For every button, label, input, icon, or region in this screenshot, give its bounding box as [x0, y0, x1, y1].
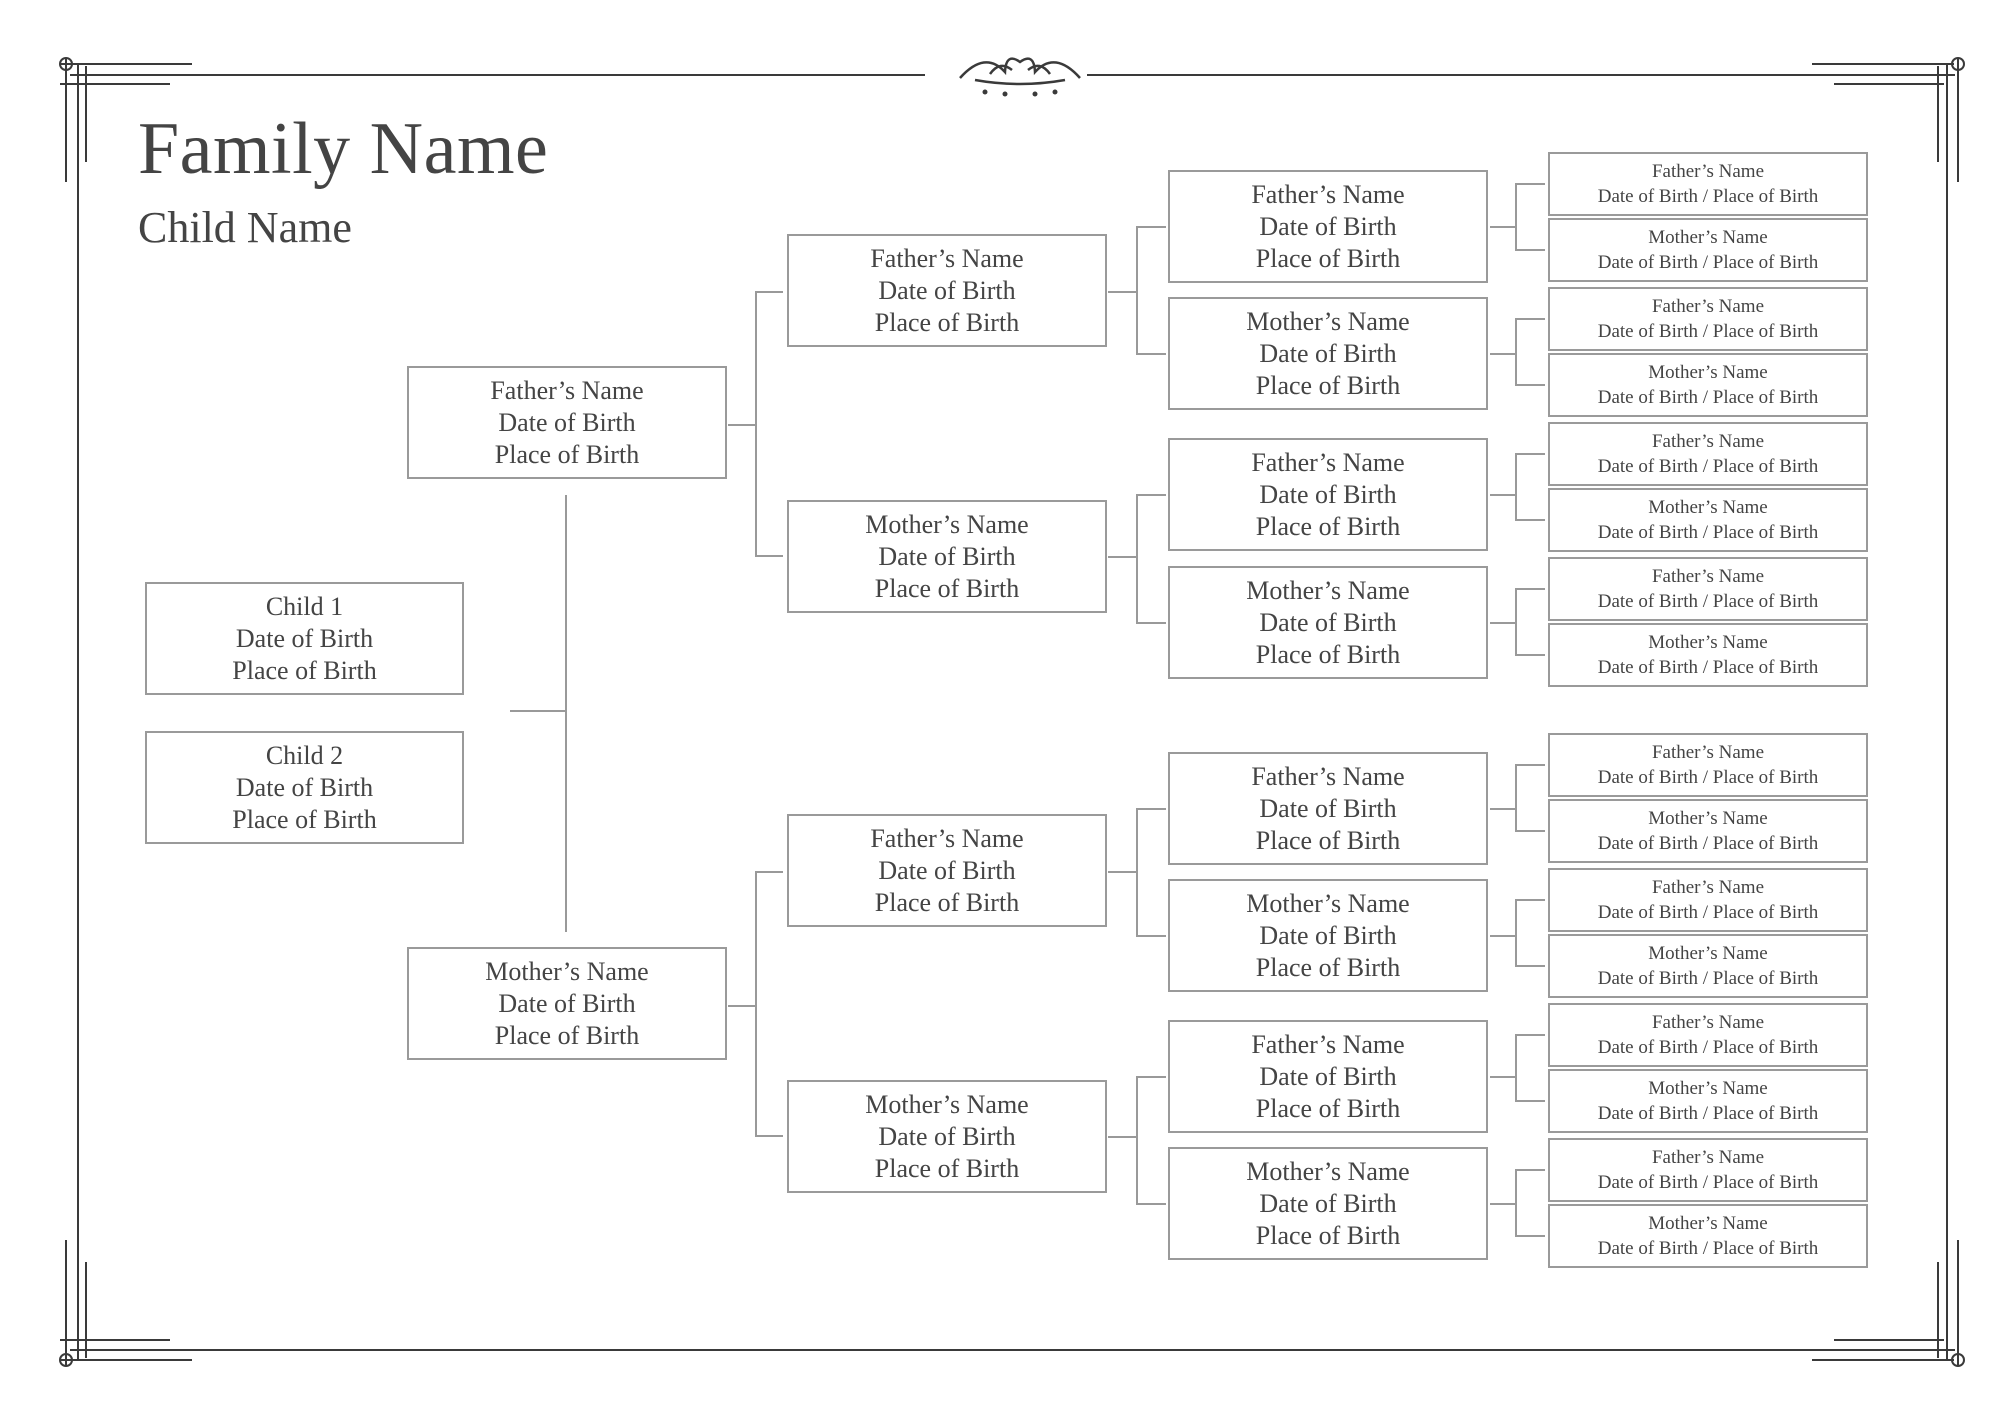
child-card[interactable]: [145, 582, 464, 695]
connector: [1136, 808, 1166, 810]
person-pob[interactable]: Place of Birth: [1255, 511, 1401, 541]
connector: [1136, 353, 1166, 355]
connector: [1515, 183, 1545, 185]
person-pob[interactable]: Place of Birth: [1255, 370, 1401, 400]
connector: [755, 291, 757, 556]
great-great-grandparent-card[interactable]: [1548, 218, 1868, 282]
connector: [1515, 519, 1545, 521]
connector: [728, 1005, 756, 1007]
connector: [1515, 384, 1545, 386]
connector: [1108, 556, 1138, 558]
person-name[interactable]: Father’s Name: [1651, 1147, 1765, 1168]
person-pob[interactable]: Place of Birth: [874, 307, 1020, 337]
person-name[interactable]: Father’s Name: [490, 375, 644, 405]
connector: [1515, 1100, 1545, 1102]
family-name-title[interactable]: Family Name: [138, 108, 549, 190]
grandparent-card[interactable]: [787, 814, 1107, 927]
connector: [755, 291, 783, 293]
grandparent-card[interactable]: [787, 234, 1107, 347]
connector: [1515, 830, 1545, 832]
connector: [1136, 494, 1138, 624]
connector: [1490, 353, 1516, 355]
person-details[interactable]: Date of Birth / Place of Birth: [1597, 252, 1819, 273]
person-name[interactable]: Mother’s Name: [1648, 1213, 1768, 1234]
person-dob[interactable]: Date of Birth: [1259, 338, 1397, 368]
great-great-grandparent-card[interactable]: [1548, 1003, 1868, 1067]
great-great-grandparent-card[interactable]: [1548, 623, 1868, 687]
person-dob[interactable]: Date of Birth: [498, 988, 636, 1018]
person-name[interactable]: Mother’s Name: [1648, 943, 1768, 964]
great-grandparent-card[interactable]: [1168, 1147, 1488, 1260]
great-great-grandparent-card[interactable]: [1548, 934, 1868, 998]
person-details[interactable]: Date of Birth / Place of Birth: [1597, 591, 1819, 612]
person-name[interactable]: Father’s Name: [1651, 742, 1765, 763]
connector: [1136, 1076, 1166, 1078]
person-dob[interactable]: Date of Birth: [1259, 607, 1397, 637]
connector: [1515, 899, 1517, 967]
connector: [1515, 899, 1545, 901]
connector: [1136, 1203, 1166, 1205]
person-name[interactable]: Father’s Name: [1251, 1029, 1405, 1059]
child-dob[interactable]: Date of Birth: [235, 623, 374, 653]
person-name[interactable]: Mother’s Name: [865, 1089, 1029, 1119]
person-pob[interactable]: Place of Birth: [1255, 243, 1401, 273]
person-details[interactable]: Date of Birth / Place of Birth: [1597, 833, 1819, 854]
person-name[interactable]: Father’s Name: [870, 823, 1024, 853]
person-details[interactable]: Date of Birth / Place of Birth: [1597, 657, 1819, 678]
person-pob[interactable]: Place of Birth: [874, 1153, 1020, 1183]
connector: [1515, 588, 1517, 656]
connector: [755, 871, 757, 1136]
person-details[interactable]: Date of Birth / Place of Birth: [1597, 902, 1819, 923]
connector: [1108, 1136, 1138, 1138]
person-details[interactable]: Date of Birth / Place of Birth: [1597, 186, 1819, 207]
person-dob[interactable]: Date of Birth: [498, 407, 636, 437]
connector: [1136, 808, 1138, 937]
connector: [1515, 453, 1545, 455]
person-details[interactable]: Date of Birth / Place of Birth: [1597, 1238, 1819, 1259]
great-grandparent-card[interactable]: [1168, 438, 1488, 551]
connector: [1515, 1034, 1517, 1102]
person-pob[interactable]: Place of Birth: [874, 887, 1020, 917]
connector: [1108, 871, 1138, 873]
person-dob[interactable]: Date of Birth: [1259, 1188, 1397, 1218]
grandparent-card[interactable]: [787, 500, 1107, 613]
child-card[interactable]: [145, 731, 464, 844]
person-name[interactable]: Father’s Name: [1251, 179, 1405, 209]
person-details[interactable]: Date of Birth / Place of Birth: [1597, 522, 1819, 543]
person-name[interactable]: Father’s Name: [1651, 296, 1765, 317]
great-grandparent-card[interactable]: [1168, 170, 1488, 283]
child-dob[interactable]: Date of Birth: [235, 772, 374, 802]
person-details[interactable]: Date of Birth / Place of Birth: [1597, 387, 1819, 408]
connector: [1515, 654, 1545, 656]
person-name[interactable]: Mother’s Name: [1246, 306, 1410, 336]
person-dob[interactable]: Date of Birth: [1259, 479, 1397, 509]
grandparent-card[interactable]: [787, 1080, 1107, 1193]
connector: [1515, 453, 1517, 521]
person-details[interactable]: Date of Birth / Place of Birth: [1597, 1103, 1819, 1124]
person-name[interactable]: Father’s Name: [870, 243, 1024, 273]
child-name[interactable]: Child 2: [265, 740, 344, 770]
child-name-subtitle[interactable]: Child Name: [138, 203, 352, 252]
great-great-grandparent-card[interactable]: [1548, 868, 1868, 932]
great-grandparent-card[interactable]: [1168, 752, 1488, 865]
connector: [510, 710, 566, 712]
great-great-grandparent-card[interactable]: [1548, 422, 1868, 486]
connector: [1515, 965, 1545, 967]
great-great-grandparent-card[interactable]: [1548, 287, 1868, 351]
person-details[interactable]: Date of Birth / Place of Birth: [1597, 321, 1819, 342]
person-dob[interactable]: Date of Birth: [878, 275, 1016, 305]
person-pob[interactable]: Place of Birth: [494, 439, 640, 469]
great-great-grandparent-card[interactable]: [1548, 353, 1868, 417]
connector: [1136, 622, 1166, 624]
person-name[interactable]: Father’s Name: [1651, 566, 1765, 587]
person-dob[interactable]: Date of Birth: [878, 855, 1016, 885]
connector: [1490, 1203, 1516, 1205]
person-name[interactable]: Mother’s Name: [865, 509, 1029, 539]
connector: [755, 1135, 783, 1137]
person-pob[interactable]: Place of Birth: [494, 1020, 640, 1050]
person-details[interactable]: Date of Birth / Place of Birth: [1597, 767, 1819, 788]
connector: [1515, 318, 1545, 320]
great-great-grandparent-card[interactable]: [1548, 488, 1868, 552]
person-name[interactable]: Mother’s Name: [1648, 1078, 1768, 1099]
great-great-grandparent-card[interactable]: [1548, 733, 1868, 797]
person-details[interactable]: Date of Birth / Place of Birth: [1597, 968, 1819, 989]
ornament-icon: [960, 59, 1080, 84]
person-name[interactable]: Mother’s Name: [1246, 1156, 1410, 1186]
person-name[interactable]: Father’s Name: [1251, 761, 1405, 791]
person-name[interactable]: Mother’s Name: [1648, 497, 1768, 518]
great-great-grandparent-card[interactable]: [1548, 152, 1868, 216]
great-grandparent-card[interactable]: [1168, 1020, 1488, 1133]
great-grandparent-card[interactable]: [1168, 297, 1488, 410]
connector: [755, 871, 783, 873]
connector: [1515, 764, 1545, 766]
connector: [1108, 291, 1138, 293]
great-great-grandparent-card[interactable]: [1548, 799, 1868, 863]
connector: [1515, 1169, 1517, 1237]
connector: [1490, 808, 1516, 810]
connector: [1515, 249, 1545, 251]
person-details[interactable]: Date of Birth / Place of Birth: [1597, 456, 1819, 477]
connector: [755, 555, 783, 557]
connector: [1515, 588, 1545, 590]
connector: [1490, 935, 1516, 937]
connector: [728, 424, 756, 426]
person-pob[interactable]: Place of Birth: [1255, 952, 1401, 982]
person-name[interactable]: Mother’s Name: [1648, 808, 1768, 829]
person-name[interactable]: Mother’s Name: [1648, 227, 1768, 248]
connector: [1136, 494, 1166, 496]
person-name[interactable]: Mother’s Name: [1648, 632, 1768, 653]
connector: [1515, 318, 1517, 386]
child-name[interactable]: Child 1: [265, 591, 344, 621]
person-pob[interactable]: Place of Birth: [1255, 639, 1401, 669]
person-name[interactable]: Father’s Name: [1651, 877, 1765, 898]
person-name[interactable]: Mother’s Name: [485, 956, 649, 986]
great-grandparent-card[interactable]: [1168, 879, 1488, 992]
person-name[interactable]: Father’s Name: [1651, 431, 1765, 452]
great-great-grandparent-card[interactable]: [1548, 1069, 1868, 1133]
child-pob[interactable]: Place of Birth: [232, 804, 377, 834]
person-details[interactable]: Date of Birth / Place of Birth: [1597, 1037, 1819, 1058]
connector: [1515, 1169, 1545, 1171]
person-name[interactable]: Mother’s Name: [1648, 362, 1768, 383]
person-pob[interactable]: Place of Birth: [1255, 1220, 1401, 1250]
connector: [565, 495, 567, 932]
great-great-grandparent-card[interactable]: [1548, 1204, 1868, 1268]
person-name[interactable]: Father’s Name: [1651, 161, 1765, 182]
person-pob[interactable]: Place of Birth: [1255, 825, 1401, 855]
connector: [1490, 622, 1516, 624]
connector: [1490, 494, 1516, 496]
connector: [1136, 1076, 1138, 1205]
person-pob[interactable]: Place of Birth: [1255, 1093, 1401, 1123]
person-name[interactable]: Mother’s Name: [1246, 575, 1410, 605]
father-card[interactable]: [407, 366, 727, 479]
person-name[interactable]: Mother’s Name: [1246, 888, 1410, 918]
person-dob[interactable]: Date of Birth: [878, 541, 1016, 571]
person-details[interactable]: Date of Birth / Place of Birth: [1597, 1172, 1819, 1193]
person-dob[interactable]: Date of Birth: [1259, 793, 1397, 823]
person-name[interactable]: Father’s Name: [1251, 447, 1405, 477]
connector: [1515, 764, 1517, 832]
connector: [1136, 226, 1166, 228]
great-grandparent-card[interactable]: [1168, 566, 1488, 679]
great-great-grandparent-card[interactable]: [1548, 557, 1868, 621]
person-pob[interactable]: Place of Birth: [874, 573, 1020, 603]
connector: [1490, 226, 1516, 228]
connector: [1136, 226, 1138, 355]
person-dob[interactable]: Date of Birth: [1259, 1061, 1397, 1091]
child-pob[interactable]: Place of Birth: [232, 655, 377, 685]
person-name[interactable]: Father’s Name: [1651, 1012, 1765, 1033]
connector: [1515, 1034, 1545, 1036]
connector: [1515, 183, 1517, 251]
person-dob[interactable]: Date of Birth: [1259, 211, 1397, 241]
connector: [1490, 1076, 1516, 1078]
connector: [1515, 1235, 1545, 1237]
mother-card[interactable]: [407, 947, 727, 1060]
great-great-grandparent-card[interactable]: [1548, 1138, 1868, 1202]
person-dob[interactable]: Date of Birth: [878, 1121, 1016, 1151]
connector: [1136, 935, 1166, 937]
person-dob[interactable]: Date of Birth: [1259, 920, 1397, 950]
